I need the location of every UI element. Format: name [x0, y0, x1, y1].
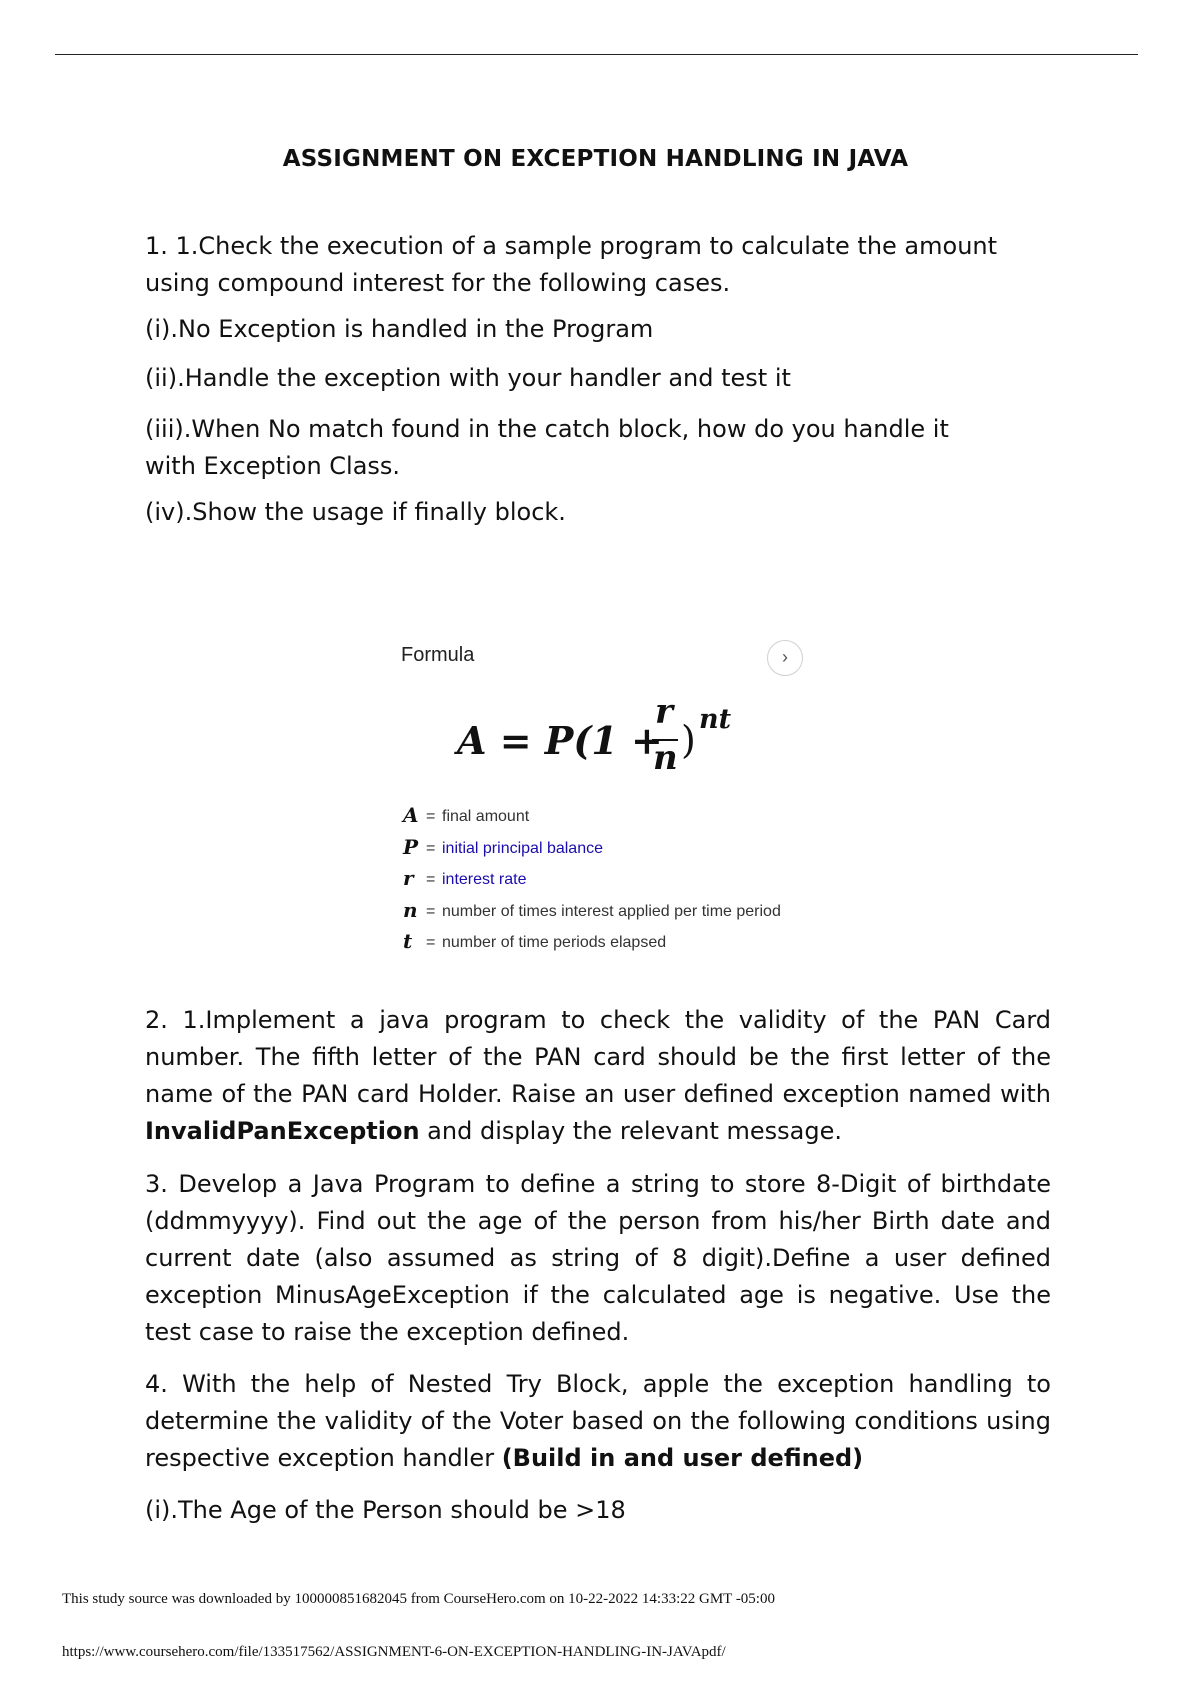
compound-interest-equation: [453, 692, 753, 778]
question-4-text: 4. With the help of Nested Try Block, apple the exception handling to determine the validity of the Voter based on the following conditions using respective exception handler: [145, 1370, 1051, 1472]
download-notice: This study source was downloaded by 100000851682045 from CourseHero.com on 10-22-2022 14:33:22 GMT -05:00: [62, 1591, 775, 1607]
question-2: [145, 1002, 1051, 1150]
question-4: [145, 1366, 1051, 1477]
question-1-case-1: (i).No Exception is handled in the Program: [145, 315, 654, 343]
legend-row: [403, 803, 823, 832]
legend-equals: =: [426, 903, 436, 920]
question-2-text: 2. 1.Implement a java program to check the validity of the PAN Card number. The fifth letter of the PAN card should be the first letter of the name of the PAN card Holder. Raise an user defined exception named with: [145, 1006, 1051, 1108]
question-1-case-3: (iii).When No match found in the catch block, how do you handle it with Exception Class.: [145, 415, 949, 480]
legend-symbol: P: [403, 835, 419, 859]
legend-row: [403, 898, 823, 927]
legend-symbol: A: [403, 803, 419, 827]
question-3: 3. Develop a Java Program to define a string to store 8-Digit of birthdate (ddmmyyyy). Find out the age of the person from his/her Birth date and current date (also assumed as string of 8 digit).Define a user defined exception MinusAgeException if the calculated age is negative. Use the test case to raise the exception defined.: [145, 1170, 1051, 1346]
legend-link-interest-rate[interactable]: interest rate: [442, 871, 527, 888]
equation-numerator: r: [655, 692, 673, 732]
question-1-case-4: (iv).Show the usage if finally block.: [145, 498, 566, 526]
equation-close-paren: ): [681, 718, 696, 762]
equation-lhs: A = P(1 +: [457, 718, 663, 763]
legend-text: number of time periods elapsed: [442, 934, 667, 951]
legend-equals: =: [426, 871, 436, 888]
equation-exponent: nt: [699, 704, 732, 735]
document-title: ASSIGNMENT ON EXCEPTION HANDLING IN JAVA: [282, 146, 909, 172]
question-2-exception-name: InvalidPanException: [145, 1117, 420, 1145]
legend-row: [403, 835, 823, 864]
legend-text: number of times interest applied per time period: [442, 903, 781, 920]
question-4-case-1: (i).The Age of the Person should be >18: [145, 1496, 626, 1524]
legend-equals: =: [426, 840, 436, 857]
top-divider: [55, 54, 1138, 55]
formula-figure: [393, 636, 813, 966]
legend-text: final amount: [442, 808, 530, 825]
formula-header: Formula: [401, 644, 475, 666]
legend-row: [403, 866, 823, 895]
legend-equals: =: [426, 808, 436, 825]
equation-denominator: n: [653, 738, 678, 778]
question-4-bold-note: (Build in and user defined): [501, 1444, 864, 1472]
question-1: 1. 1.Check the execution of a sample program to calculate the amount using compound interest for the following cases.: [145, 232, 998, 297]
legend-symbol: r: [403, 866, 414, 890]
legend-link-principal[interactable]: initial principal balance: [442, 840, 603, 857]
legend-symbol: t: [403, 929, 413, 953]
question-2-text-end: and display the relevant message.: [419, 1117, 843, 1145]
legend-symbol: n: [403, 898, 418, 922]
legend-row: [403, 929, 823, 958]
legend-equals: =: [426, 934, 436, 951]
chevron-right-icon[interactable]: ›: [767, 640, 803, 676]
question-1-case-2: (ii).Handle the exception with your handler and test it: [145, 364, 791, 392]
source-url[interactable]: https://www.coursehero.com/file/133517562/ASSIGNMENT-6-ON-EXCEPTION-HANDLING-IN-JAVApdf/: [62, 1644, 726, 1660]
